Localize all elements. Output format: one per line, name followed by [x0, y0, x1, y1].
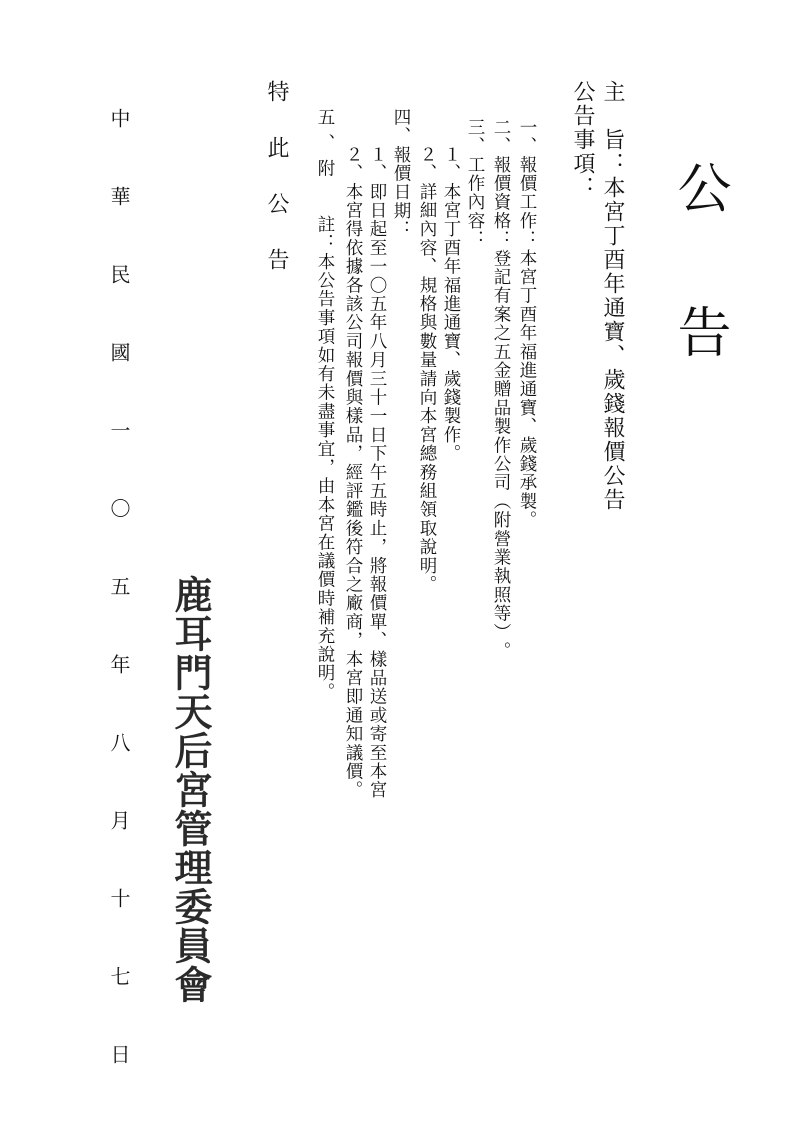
item-3-1: １、本宮丁酉年福進通寶、歲錢製作。	[441, 145, 461, 463]
item-4: 四、報價日期：	[391, 108, 411, 239]
notice-subject: 主 旨：本宮丁酉年通寶、歲錢報價公告	[600, 80, 625, 512]
items-heading: 公告事項：	[570, 80, 595, 200]
item-4-1: １、即日起至一〇五年八月三十一日下午五時止，將報價單、樣品送或寄至本宮	[367, 145, 387, 800]
item-2: 二、報價資格：登記有案之五金贈品製作公司︵附營業執照等︶。	[491, 118, 511, 661]
organization-name: 鹿耳門天后宮管理委員會	[168, 575, 213, 1004]
notice-date: 中華民國一〇五年八月十七日	[107, 108, 131, 1122]
closing-phrase: 特此公告	[264, 80, 289, 304]
item-3: 三、工作內容：	[465, 118, 485, 249]
item-5-note: 註：本公告事項如有未盡事宜，由本宮在議價時補充說明。	[315, 215, 335, 702]
notice-title: 公告	[669, 160, 732, 448]
item-4-2: ２、本宮得依據各該公司報價與樣品，經評鑑後符合之廠商，本宮即通知議價。	[343, 145, 363, 800]
item-5: 五、附	[315, 108, 335, 185]
item-3-2: ２、詳細內容、規格與數量請向本宮總務組領取說明。	[417, 145, 437, 594]
item-1: 一、報價工作：本宮丁酉年福進通寶、歲錢承製。	[517, 118, 537, 530]
